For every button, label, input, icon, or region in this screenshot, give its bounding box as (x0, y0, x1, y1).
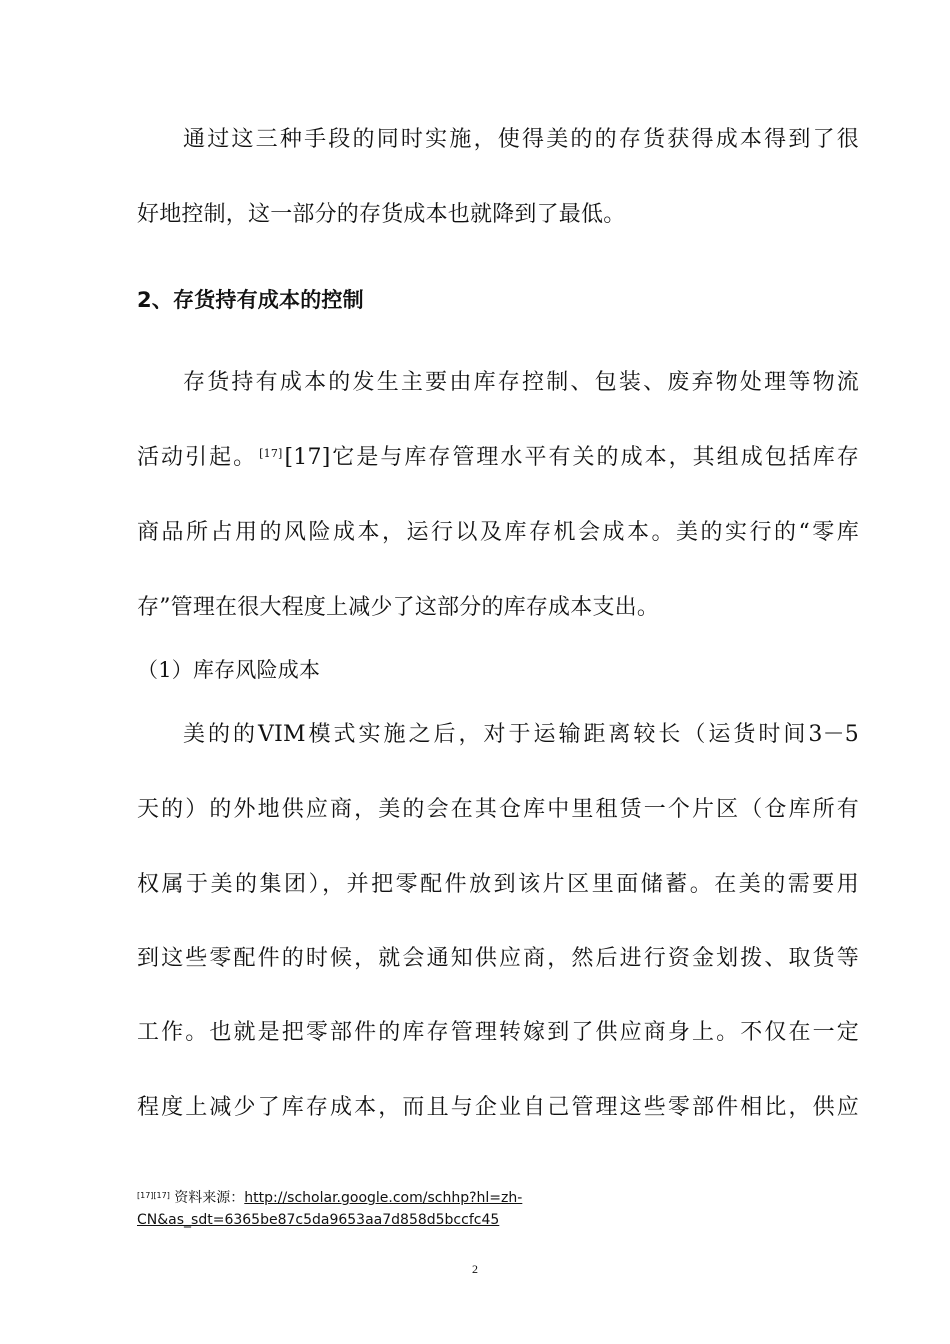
paragraph-vim-line-5: 工作。也就是把零部件的库存管理转嫁到了供应商身上。不仅在一定 (137, 1020, 859, 1045)
paragraph-vim-line-4: 到这些零配件的时候，就会通知供应商，然后进行资金划拨、取货等 (137, 946, 859, 971)
paragraph-vim-line-1: 美的的VIM模式实施之后，对于运输距离较长（运货时间3－5 (183, 722, 859, 747)
paragraph-intro-line-1: 通过这三种手段的同时实施，使得美的的存货获得成本得到了很 (183, 127, 859, 152)
paragraph-holding-line-2-start: 活动引起。 (137, 445, 258, 470)
footnote-link-part-1[interactable]: http://scholar.google.com/schhp?hl=zh- (244, 1190, 523, 1206)
paragraph-holding-line-4: 存”管理在很大程度上减少了这部分的库存成本支出。 (137, 595, 660, 620)
paragraph-vim-line-6: 程度上减少了库存成本，而且与企业自己管理这些零部件相比，供应 (137, 1095, 859, 1120)
footnote-ref-mark: [17][17] (137, 1191, 170, 1200)
citation-superscript[interactable]: [17] (259, 447, 283, 460)
footnote-line-1 (137, 1187, 697, 1209)
paragraph-vim-line-2: 天的）的外地供应商，美的会在其仓库中里租赁一个片区（仓库所有 (137, 797, 859, 822)
footnote-line-2 (137, 1209, 697, 1231)
paragraph-holding-line-2 (137, 443, 859, 473)
subheading-inventory-risk: （1）库存风险成本 (137, 658, 321, 682)
paragraph-holding-line-1: 存货持有成本的发生主要由库存控制、包装、废弃物处理等物流 (183, 370, 859, 395)
footnote (137, 1187, 697, 1231)
section-heading: 2、存货持有成本的控制 (137, 288, 364, 312)
page-number: 2 (472, 1262, 478, 1276)
footnote-label: 资料来源： (174, 1190, 245, 1206)
footnote-link-part-2[interactable]: CN&as_sdt=6365be87c5da9653aa7d858d5bccfc45 (137, 1212, 500, 1228)
paragraph-holding-line-2-end: [17]它是与库存管理水平有关的成本，其组成包括库存 (284, 445, 859, 470)
paragraph-vim-line-3: 权属于美的集团），并把零配件放到该片区里面储蓄。在美的需要用 (137, 872, 859, 897)
paragraph-holding-line-3: 商品所占用的风险成本，运行以及库存机会成本。美的实行的“零库 (137, 520, 859, 545)
paragraph-intro-line-2: 好地控制，这一部分的存货成本也就降到了最低。 (137, 202, 626, 227)
